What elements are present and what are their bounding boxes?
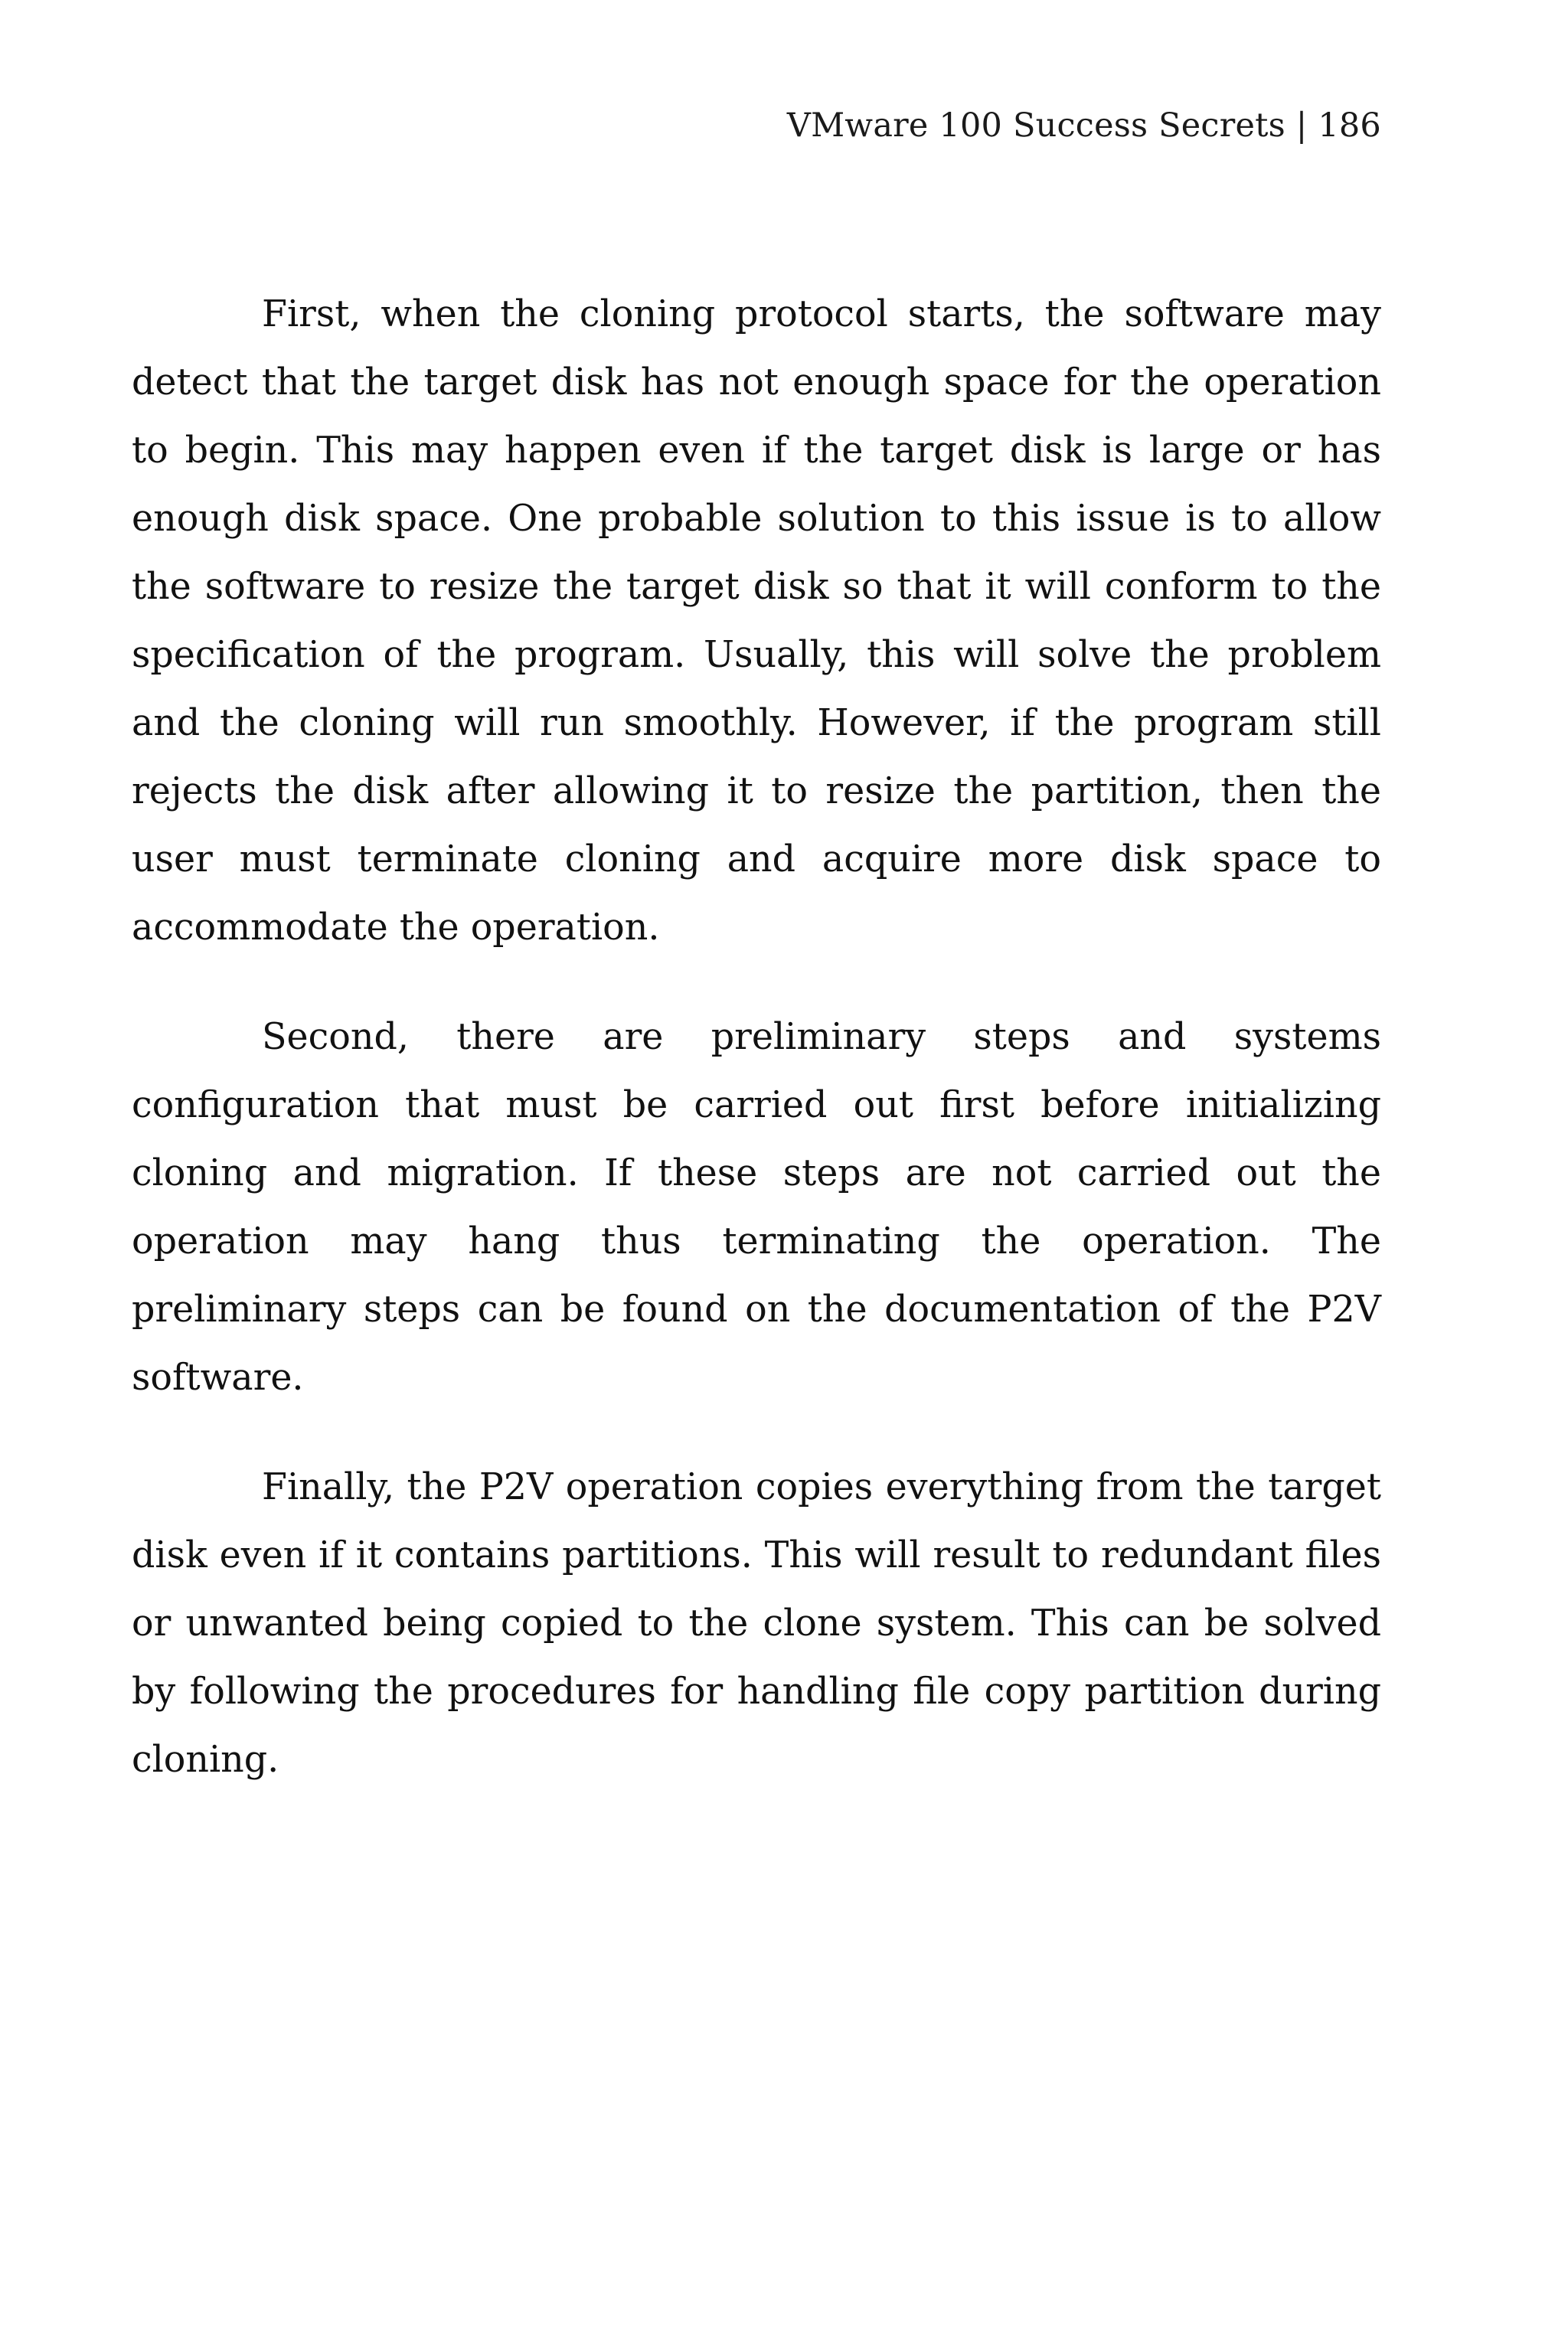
running-header [787,104,1381,147]
body-text [132,280,1381,1835]
paragraph-partition-copy: Finally, the P2V operation copies everything from the target disk even if it contains partitions. This will result to redundant files or unwanted being copied to the clone system. This can be solved by following the procedures for handling file copy partition during cloning. [132,1466,1381,1781]
paragraph-disk-space: First, when the cloning protocol starts, the software may detect that the target disk has not enough space for the operation to begin. This may happen even if the target disk is large or has enough disk space. One probable solution to this issue is to allow the software to resize the target disk so that it will conform to the specification of the program. Usually, this will solve the problem and the cloning will run smoothly. However, if the program still rejects the disk after allowing it to resize the partition, then the user must terminate cloning and acquire more disk space to accommodate the operation. [132,293,1381,949]
paragraph-preliminary-steps: Second, there are preliminary steps and systems configuration that must be carried out first before initializing cloning and migration. If these steps are not carried out the operation may hang thus terminating the operation. The preliminary steps can be found on the documentation of the P2V software. [132,1016,1381,1399]
page-number: 186 [1318,106,1381,145]
header-separator: | [1295,106,1308,145]
book-title: VMware 100 Success Secrets [786,106,1285,145]
